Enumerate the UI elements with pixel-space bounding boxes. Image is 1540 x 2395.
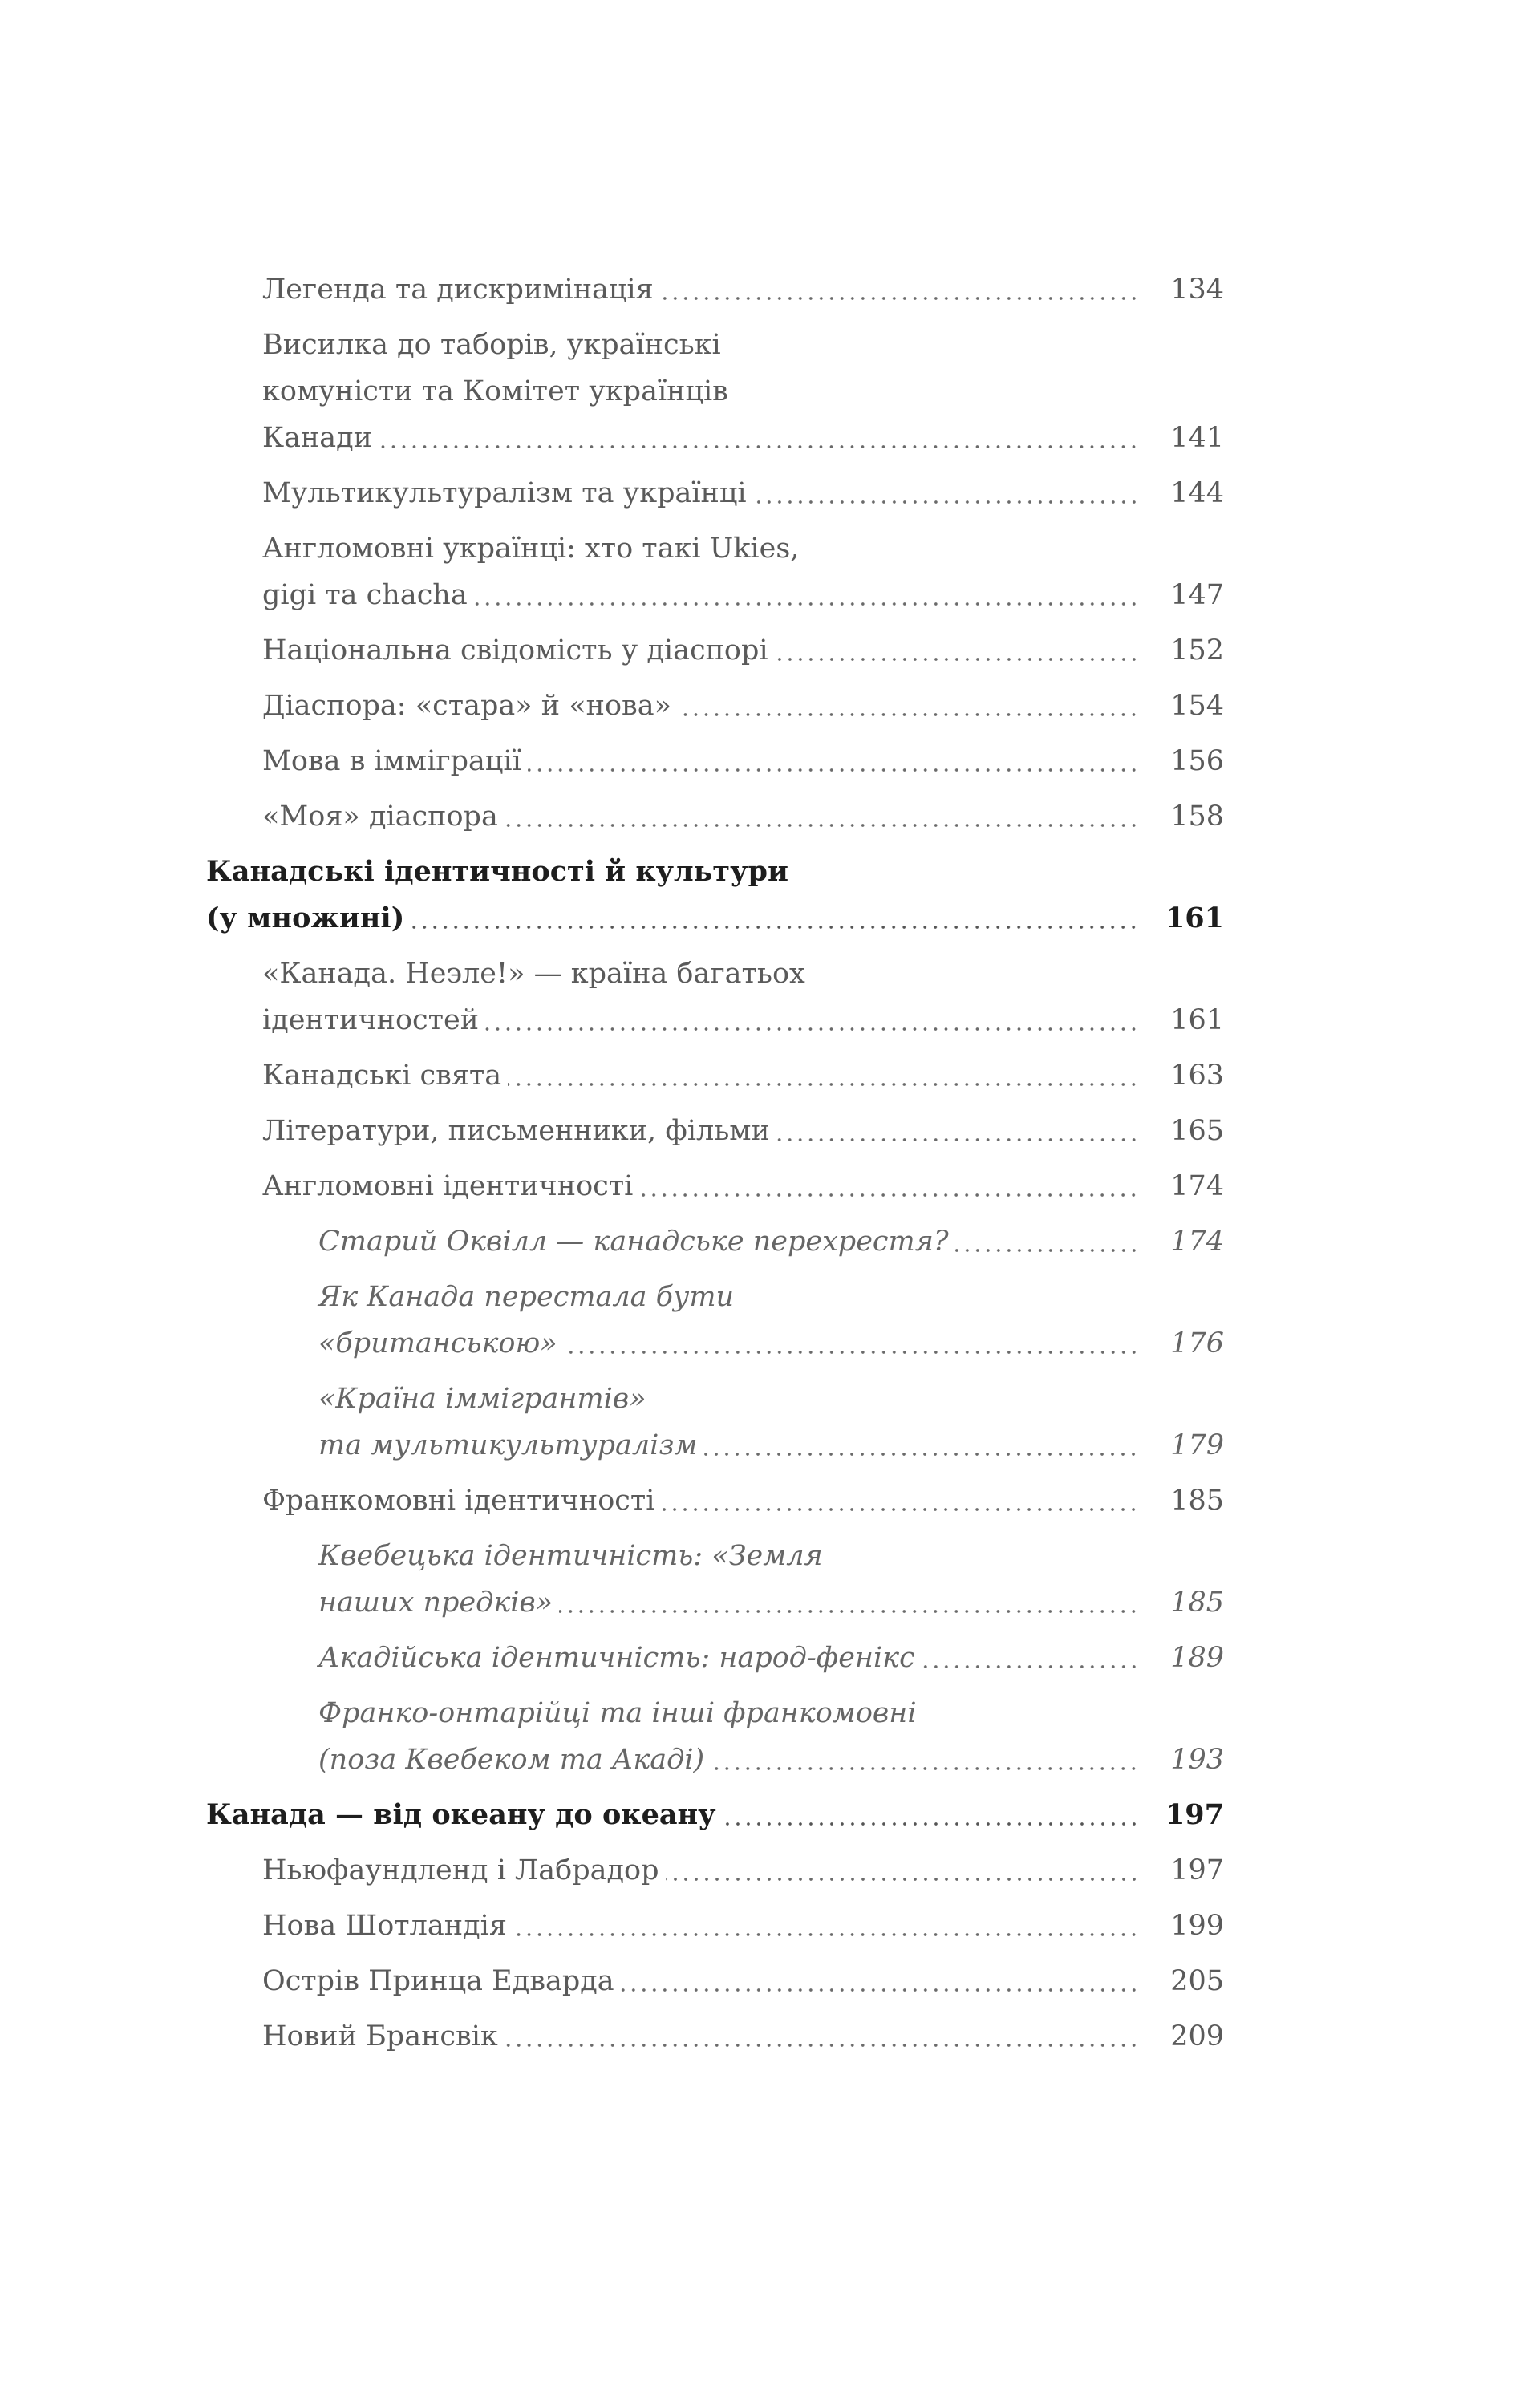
dot-leader bbox=[513, 1931, 1139, 1938]
toc-entry-line bbox=[0, 895, 1540, 942]
toc-entry-title: Канада — від океану до океану bbox=[206, 1798, 716, 1831]
toc-entry-title: Ньюфаундленд і Лабрадор bbox=[262, 1854, 659, 1886]
toc-entry-line bbox=[0, 1163, 1540, 1210]
toc-entry-title: Канади bbox=[262, 422, 373, 454]
toc-entry-line bbox=[0, 1218, 1540, 1265]
page-number: 174 bbox=[1170, 1226, 1224, 1258]
toc-entry-title: Мова в імміграції bbox=[262, 745, 521, 777]
page-number: 147 bbox=[1170, 579, 1224, 611]
dot-leader bbox=[955, 1247, 1139, 1254]
page-number: 179 bbox=[1170, 1429, 1224, 1461]
toc-entry-title: «Канада. Неэле!» — країна багатьох bbox=[262, 958, 805, 990]
toc-entry-line bbox=[0, 627, 1540, 674]
page-number: 163 bbox=[1170, 1060, 1224, 1092]
toc-section bbox=[0, 1847, 1540, 1894]
toc-entry-title: Старий Оквілл — канадське перехрестя? bbox=[318, 1226, 949, 1258]
toc-entry-title: «Моя» діаспора bbox=[262, 800, 498, 833]
toc-entry-line bbox=[0, 1736, 1540, 1783]
toc-entry-title: Діаспора: «стара» й «нова» bbox=[262, 690, 672, 722]
page-number: 205 bbox=[1170, 1965, 1224, 1997]
dot-leader bbox=[528, 767, 1139, 773]
dot-leader bbox=[723, 1821, 1139, 1827]
toc-entry-line bbox=[0, 1690, 1540, 1736]
dot-leader bbox=[379, 444, 1139, 450]
dot-leader bbox=[660, 295, 1139, 302]
toc-section bbox=[0, 950, 1540, 1044]
toc-subsection bbox=[0, 1690, 1540, 1783]
dot-leader bbox=[505, 822, 1139, 829]
toc-section bbox=[0, 1052, 1540, 1099]
toc-entry-line bbox=[0, 1376, 1540, 1422]
dot-leader bbox=[678, 711, 1139, 718]
toc-entry-title: наших предків» bbox=[318, 1587, 553, 1619]
toc-entry-title: «британською» bbox=[318, 1327, 557, 1360]
page-number: 134 bbox=[1170, 274, 1224, 306]
page-number: 156 bbox=[1170, 745, 1224, 777]
dot-leader bbox=[666, 1876, 1140, 1882]
toc-entry-line bbox=[0, 1533, 1540, 1579]
toc-section bbox=[0, 1477, 1540, 1524]
toc-entry-line bbox=[0, 1108, 1540, 1154]
dot-leader bbox=[508, 1081, 1139, 1088]
toc-entry-title: комуністи та Комітет українців bbox=[262, 375, 728, 407]
page-number: 185 bbox=[1170, 1485, 1224, 1517]
toc-entry-title: Висилка до таборів, українські bbox=[262, 329, 721, 361]
dot-leader bbox=[922, 1664, 1139, 1670]
toc-entry-title: (поза Квебеком та Акаді) bbox=[318, 1744, 705, 1776]
toc-entry-title: Акадійська ідентичність: народ-фенікс bbox=[318, 1642, 915, 1674]
page-number: 161 bbox=[1170, 1004, 1224, 1036]
dot-leader bbox=[621, 1987, 1139, 1993]
toc-entry-line bbox=[0, 1422, 1540, 1469]
dot-leader bbox=[505, 2042, 1139, 2049]
dot-leader bbox=[775, 656, 1139, 663]
toc-entry-line bbox=[0, 1274, 1540, 1320]
toc-entry-title: (у множині) bbox=[206, 902, 405, 934]
page-number: 209 bbox=[1170, 2020, 1224, 2053]
page-number: 154 bbox=[1170, 690, 1224, 722]
toc-entry-title: Франко-онтарійці та інші франкомовні bbox=[318, 1697, 917, 1729]
toc-entry-line bbox=[0, 322, 1540, 368]
toc-entry-line bbox=[0, 1477, 1540, 1524]
toc-section bbox=[0, 1903, 1540, 1949]
toc-entry-line bbox=[0, 266, 1540, 313]
toc-entry-title: ідентичностей bbox=[262, 1004, 480, 1036]
toc-entry-title: Квебецька ідентичність: «Земля bbox=[318, 1540, 823, 1572]
page-number: 189 bbox=[1170, 1642, 1224, 1674]
toc-subsection bbox=[0, 1218, 1540, 1265]
toc-subsection bbox=[0, 1376, 1540, 1469]
toc-entry-line bbox=[0, 1320, 1540, 1367]
toc-section bbox=[0, 683, 1540, 729]
toc-section bbox=[0, 738, 1540, 784]
dot-leader bbox=[559, 1608, 1139, 1615]
toc-entry-title: Мультикультуралізм та українці bbox=[262, 477, 747, 509]
toc-entry-title: Легенда та дискримінація bbox=[262, 274, 654, 306]
toc-section bbox=[0, 266, 1540, 313]
toc-entry-line bbox=[0, 415, 1540, 461]
page-number: 158 bbox=[1170, 800, 1224, 833]
toc-entry-line bbox=[0, 368, 1540, 415]
dot-leader bbox=[639, 1192, 1139, 1198]
toc-entry-line bbox=[0, 1903, 1540, 1949]
toc-entry-title: Канадські ідентичності й культури bbox=[206, 855, 788, 888]
toc-entry-line bbox=[0, 2013, 1540, 2060]
page-number: 165 bbox=[1170, 1115, 1224, 1147]
toc-entry-line bbox=[0, 849, 1540, 895]
toc-entry-title: Новий Брансвік bbox=[262, 2020, 498, 2053]
page-number: 197 bbox=[1170, 1854, 1224, 1886]
toc-section bbox=[0, 1108, 1540, 1154]
dot-leader bbox=[753, 499, 1139, 505]
toc-entry-line bbox=[0, 950, 1540, 997]
dot-leader bbox=[776, 1137, 1139, 1143]
dot-leader bbox=[564, 1349, 1139, 1356]
dot-leader bbox=[661, 1506, 1139, 1513]
toc-entry-title: «Країна іммігрантів» bbox=[318, 1383, 646, 1415]
toc-entry-title: Нова Шотландія bbox=[262, 1910, 507, 1942]
toc-entry-line bbox=[0, 793, 1540, 840]
toc-entry-title: Як Канада перестала бути bbox=[318, 1281, 735, 1313]
toc-section bbox=[0, 1958, 1540, 2004]
toc-entry-line bbox=[0, 470, 1540, 517]
toc-chapter bbox=[0, 849, 1540, 942]
dot-leader bbox=[711, 1765, 1139, 1772]
page-number: 152 bbox=[1170, 634, 1224, 667]
toc-entry-line bbox=[0, 997, 1540, 1044]
toc-section bbox=[0, 627, 1540, 674]
toc-entry-title: Острів Принца Едварда bbox=[262, 1965, 614, 1997]
toc-entry-line bbox=[0, 1847, 1540, 1894]
page-number: 174 bbox=[1170, 1170, 1224, 1202]
toc-entry-line bbox=[0, 1579, 1540, 1626]
page-number: 193 bbox=[1170, 1744, 1224, 1776]
toc-section bbox=[0, 2013, 1540, 2060]
page-number: 144 bbox=[1170, 477, 1224, 509]
dot-leader bbox=[474, 601, 1139, 607]
toc-entry-line bbox=[0, 525, 1540, 572]
toc-entry-title: Літератури, письменники, фільми bbox=[262, 1115, 770, 1147]
toc-entry-line bbox=[0, 1958, 1540, 2004]
toc-subsection bbox=[0, 1635, 1540, 1681]
toc-chapter bbox=[0, 1792, 1540, 1838]
toc-section bbox=[0, 525, 1540, 618]
toc-entry-title: Національна свідомість у діаспорі bbox=[262, 634, 768, 667]
toc-entry-line bbox=[0, 738, 1540, 784]
page-number: 176 bbox=[1170, 1327, 1224, 1360]
dot-leader bbox=[411, 924, 1139, 930]
toc-entry-line bbox=[0, 1792, 1540, 1838]
page-number: 161 bbox=[1165, 902, 1224, 934]
toc-entry-line bbox=[0, 1052, 1540, 1099]
toc-entry-line bbox=[0, 683, 1540, 729]
toc-section bbox=[0, 793, 1540, 840]
toc-entry-title: Англомовні ідентичності bbox=[262, 1170, 634, 1202]
toc-section bbox=[0, 1163, 1540, 1210]
toc-entry-title: Франкомовні ідентичності bbox=[262, 1485, 655, 1517]
page-number: 197 bbox=[1165, 1798, 1224, 1831]
toc-section bbox=[0, 322, 1540, 461]
toc-entry-title: gigi та chacha bbox=[262, 579, 468, 611]
page-number: 185 bbox=[1170, 1587, 1224, 1619]
table-of-contents bbox=[0, 266, 1540, 2069]
toc-entry-line bbox=[0, 572, 1540, 618]
dot-leader bbox=[703, 1451, 1139, 1457]
dot-leader bbox=[485, 1026, 1139, 1032]
page-number: 141 bbox=[1170, 422, 1224, 454]
toc-entry-title: Англомовні українці: хто такі Ukies, bbox=[262, 533, 800, 565]
toc-entry-line bbox=[0, 1635, 1540, 1681]
toc-entry-title: Канадські свята bbox=[262, 1060, 502, 1092]
toc-subsection bbox=[0, 1533, 1540, 1626]
toc-entry-title: та мультикультуралізм bbox=[318, 1429, 698, 1461]
toc-subsection bbox=[0, 1274, 1540, 1367]
page-number: 199 bbox=[1170, 1910, 1224, 1942]
toc-section bbox=[0, 470, 1540, 517]
